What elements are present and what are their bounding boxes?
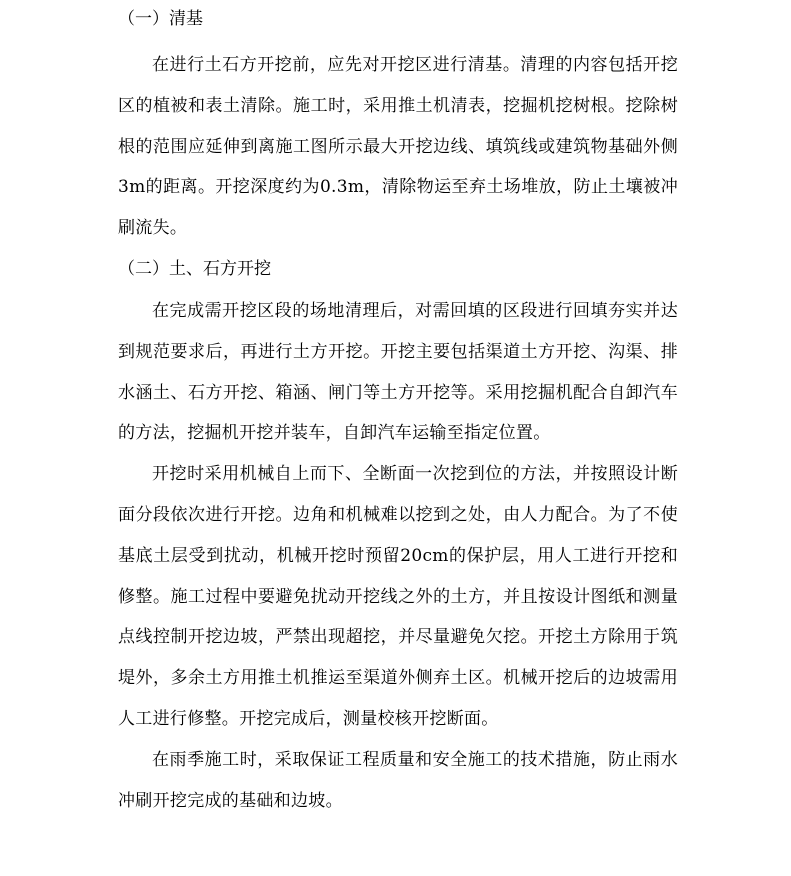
paragraph-excavation-3: 在雨季施工时，采取保证工程质量和安全施工的技术措施，防止雨水冲刷开挖完成的基础和边坡。: [118, 749, 678, 811]
section-heading-excavation: （二）土、石方开挖: [118, 258, 271, 279]
paragraph-clearing: 在进行土石方开挖前，应先对开挖区进行清基。清理的内容包括开挖区的植被和表土清除。施工时，采用推土机清表，挖掘机挖树根。挖除树根的范围应延伸到离施工图所示最大开挖边线、填筑线或建筑物基础外侧3m的距离。开挖深度约为0.3m，清除物运至弃土场堆放，防止土壤被冲刷流失。: [118, 55, 678, 239]
section-heading-clearing: （一）清基: [118, 9, 203, 29]
paragraph-excavation-2: 开挖时采用机械自上而下、全断面一次挖到位的方法，并按照设计断面分段依次进行开挖。边角和机械难以挖到之处，由人力配合。为了不使基底土层受到扰动，机械开挖时预留20cm的保护层，用人工进行开挖和修整。施工过程中要避免扰动开挖线之外的土方，并且按设计图纸和测量点线控制开挖边坡，严禁出现超挖，并尽量避免欠挖。开挖土方除用于筑堤外，多余土方用推土机推运至渠道外侧弃土区。机械开挖后的边坡需用人工进行修整。开挖完成后，测量校核开挖断面。: [118, 464, 678, 729]
document-page: [118, 5, 678, 821]
paragraph-excavation-1: 在完成需开挖区段的场地清理后，对需回填的区段进行回填夯实并达到规范要求后，再进行土方开挖。开挖主要包括渠道土方开挖、沟渠、排水涵土、石方开挖、箱涵、闸门等土方开挖等。采用挖掘机配合自卸汽车的方法，挖掘机开挖并装车，自卸汽车运输至指定位置。: [118, 300, 678, 444]
